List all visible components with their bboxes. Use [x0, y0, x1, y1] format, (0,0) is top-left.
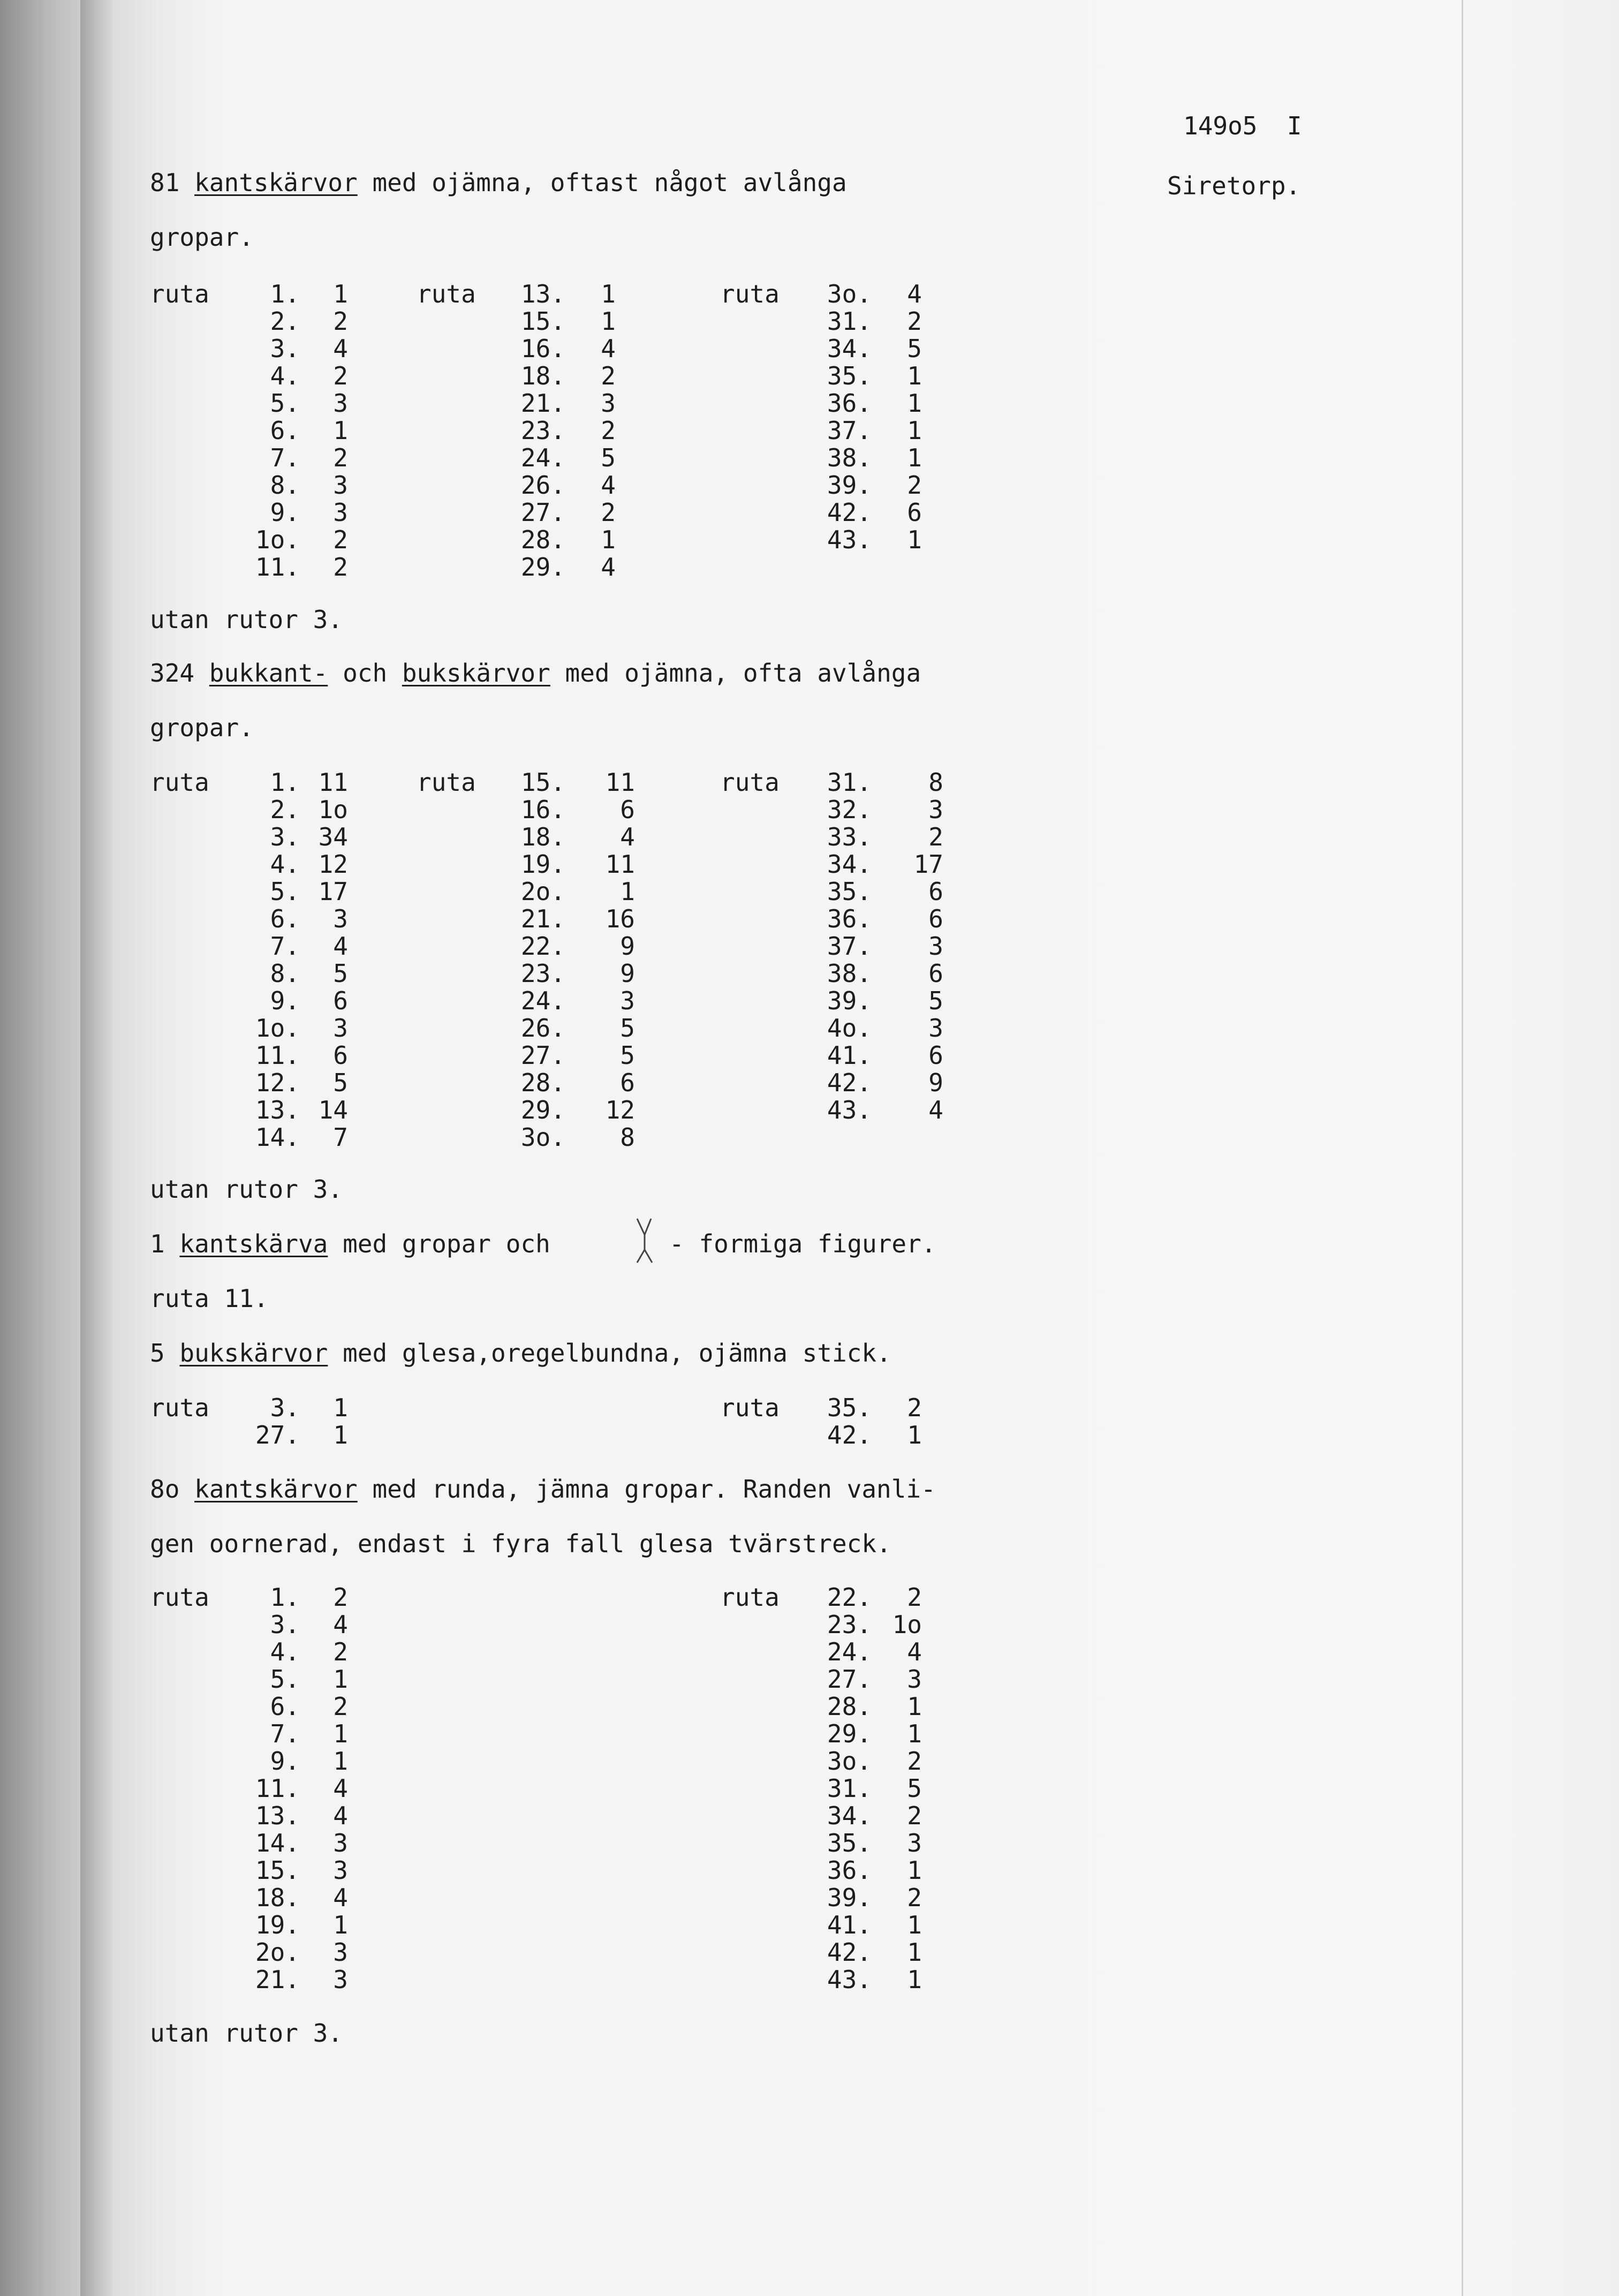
- ruta-number: 34.: [827, 334, 872, 363]
- section4-term: bukskärvor: [179, 1339, 328, 1368]
- sherd-count: 2: [907, 471, 922, 500]
- sherd-count: 1: [907, 443, 922, 472]
- sherd-count: 1: [333, 1665, 348, 1694]
- page-fold-line: [1462, 0, 1463, 2296]
- sherd-count: 3: [333, 1938, 348, 1967]
- sherd-count: 4: [601, 471, 616, 500]
- ruta-number: 24.: [520, 986, 565, 1015]
- sherd-count: 2: [907, 1883, 922, 1912]
- ruta-number: 16.: [520, 795, 565, 824]
- sherd-count: 1: [907, 1910, 922, 1939]
- ruta-number: 33.: [827, 822, 872, 851]
- sherd-count: 12: [318, 850, 348, 879]
- section2-ruta-label-1: ruta: [150, 768, 209, 797]
- section5-heading: [150, 1476, 936, 1502]
- ruta-number: 43.: [827, 1096, 872, 1124]
- sherd-count: 5: [928, 986, 943, 1015]
- sherd-count: 4: [928, 1096, 943, 1124]
- sherd-count: 1: [907, 1965, 922, 1994]
- ruta-number: 42.: [827, 1421, 872, 1449]
- ruta-number: 36.: [827, 904, 872, 933]
- ruta-number: 21.: [520, 389, 565, 418]
- section5-count: 8o: [150, 1475, 180, 1504]
- section1-term: kantskärvor: [194, 168, 358, 197]
- sherd-count: 8: [620, 1123, 635, 1152]
- sherd-count: 4: [601, 334, 616, 363]
- ruta-number: 11.: [255, 1041, 300, 1070]
- sherd-count: 2: [333, 443, 348, 472]
- ruta-number: 4.: [270, 1637, 300, 1666]
- sherd-count: 17: [318, 877, 348, 906]
- sherd-count: 4: [333, 1774, 348, 1803]
- ruta-number: 37.: [827, 932, 872, 961]
- sherd-count: 1: [907, 361, 922, 390]
- sherd-count: 2: [928, 822, 943, 851]
- ruta-number: 39.: [827, 471, 872, 500]
- ruta-number: 3o.: [827, 280, 872, 308]
- ruta-number: 13.: [255, 1801, 300, 1830]
- ruta-number: 2o.: [255, 1938, 300, 1967]
- sherd-count: 3: [620, 986, 635, 1015]
- ruta-number: 22.: [520, 932, 565, 961]
- sherd-count: 9: [620, 932, 635, 961]
- ruta-number: 31.: [827, 1774, 872, 1803]
- sherd-count: 2: [333, 361, 348, 390]
- sherd-count: 5: [333, 1068, 348, 1097]
- sherd-count: 2: [601, 416, 616, 445]
- ruta-number: 29.: [827, 1719, 872, 1748]
- sherd-count: 3: [907, 1829, 922, 1857]
- ruta-number: 23.: [827, 1610, 872, 1639]
- ruta-number: 11.: [255, 553, 300, 581]
- sherd-count: 8: [928, 768, 943, 797]
- section2-term1: bukkant-: [209, 659, 328, 688]
- ruta-number: 14.: [255, 1829, 300, 1857]
- sherd-count: 6: [620, 795, 635, 824]
- sherd-count: 1: [601, 280, 616, 308]
- section4-ruta-label-3: ruta: [720, 1393, 780, 1422]
- section5-term: kantskärvor: [194, 1475, 358, 1504]
- sherd-count: 5: [620, 1041, 635, 1070]
- sherd-count: 4: [333, 1610, 348, 1639]
- sherd-count: 5: [620, 1014, 635, 1043]
- sherd-count: 2: [601, 498, 616, 527]
- sherd-count: 1: [333, 1719, 348, 1748]
- ruta-number: 36.: [827, 1856, 872, 1885]
- sherd-count: 1: [620, 877, 635, 906]
- section4-count: 5: [150, 1339, 165, 1368]
- ruta-number: 38.: [827, 959, 872, 988]
- sherd-count: 6: [928, 877, 943, 906]
- ruta-number: 21.: [520, 904, 565, 933]
- ruta-number: 6.: [270, 1692, 300, 1721]
- ruta-number: 4.: [270, 850, 300, 879]
- sherd-count: 2: [333, 553, 348, 581]
- sherd-count: 34: [318, 822, 348, 851]
- ruta-number: 35.: [827, 1829, 872, 1857]
- sherd-count: 3: [333, 1856, 348, 1885]
- sherd-count: 4: [333, 1883, 348, 1912]
- ruta-number: 7.: [270, 443, 300, 472]
- ruta-number: 2o.: [520, 877, 565, 906]
- ruta-number: 24.: [520, 443, 565, 472]
- ruta-number: 1.: [270, 280, 300, 308]
- ruta-number: 1.: [270, 1583, 300, 1612]
- ruta-number: 1o.: [255, 1014, 300, 1043]
- sherd-count: 2: [907, 1747, 922, 1776]
- ruta-number: 8.: [270, 471, 300, 500]
- sherd-count: 2: [333, 1583, 348, 1612]
- ruta-number: 23.: [520, 416, 565, 445]
- section2-ruta-label-3: ruta: [720, 768, 780, 797]
- ruta-number: 3.: [270, 1610, 300, 1639]
- section1-ruta-label-1: ruta: [150, 280, 209, 308]
- sherd-count: 2: [333, 1637, 348, 1666]
- sherd-count: 17: [913, 850, 943, 879]
- ruta-number: 28.: [520, 1068, 565, 1097]
- ruta-number: 24.: [827, 1637, 872, 1666]
- ruta-number: 2.: [270, 795, 300, 824]
- sherd-count: 5: [907, 334, 922, 363]
- sherd-count: 2: [333, 307, 348, 336]
- sherd-count: 1: [907, 1856, 922, 1885]
- sherd-count: 1: [333, 1393, 348, 1422]
- section3-text-a: med gropar och: [343, 1229, 550, 1258]
- ruta-number: 18.: [520, 822, 565, 851]
- ruta-number: 9.: [270, 1747, 300, 1776]
- ruta-number: 6.: [270, 904, 300, 933]
- ruta-number: 18.: [520, 361, 565, 390]
- sherd-count: 3: [333, 1014, 348, 1043]
- sherd-count: 3: [333, 389, 348, 418]
- section2-count: 324: [150, 659, 195, 688]
- sherd-count: 1o: [318, 795, 348, 824]
- ruta-number: 32.: [827, 795, 872, 824]
- sherd-count: 6: [928, 904, 943, 933]
- sherd-count: 1: [907, 1421, 922, 1449]
- x-shaped-figure-glyph: [630, 1217, 660, 1265]
- section5-footer: utan rutor 3.: [150, 2019, 343, 2048]
- ruta-number: 42.: [827, 1068, 872, 1097]
- section3-heading: [150, 1230, 550, 1257]
- sherd-count: 1: [907, 416, 922, 445]
- ruta-number: 34.: [827, 1801, 872, 1830]
- ruta-number: 16.: [520, 334, 565, 363]
- sherd-count: 5: [333, 959, 348, 988]
- sherd-count: 3: [928, 795, 943, 824]
- sherd-count: 2: [907, 1801, 922, 1830]
- ruta-number: 27.: [520, 498, 565, 527]
- sherd-count: 11: [318, 768, 348, 797]
- ruta-number: 41.: [827, 1910, 872, 1939]
- sherd-count: 3: [928, 1014, 943, 1043]
- sherd-count: 1: [333, 1910, 348, 1939]
- sherd-count: 4: [907, 1637, 922, 1666]
- ruta-number: 27.: [827, 1665, 872, 1694]
- sherd-count: 3: [907, 1665, 922, 1694]
- ruta-number: 3.: [270, 822, 300, 851]
- section2-heading: [150, 660, 921, 686]
- sherd-count: 2: [907, 1583, 922, 1612]
- sherd-count: 3: [333, 904, 348, 933]
- sherd-count: 1: [333, 1747, 348, 1776]
- ruta-number: 19.: [255, 1910, 300, 1939]
- sherd-count: 9: [928, 1068, 943, 1097]
- ruta-number: 31.: [827, 768, 872, 797]
- section1-ruta-label-3: ruta: [720, 280, 780, 308]
- ruta-number: 27.: [255, 1421, 300, 1449]
- sherd-count: 3: [333, 498, 348, 527]
- section5-ruta-label-1: ruta: [150, 1583, 209, 1612]
- ruta-number: 43.: [827, 1965, 872, 1994]
- section3-term: kantskärva: [179, 1229, 328, 1258]
- section2-footer: utan rutor 3.: [150, 1175, 343, 1204]
- sherd-count: 1: [601, 525, 616, 554]
- section2-description: med ojämna, ofta avlånga: [565, 659, 921, 688]
- section2-conjunction: och: [343, 659, 388, 688]
- ruta-number: 35.: [827, 361, 872, 390]
- sherd-count: 1: [601, 307, 616, 336]
- ruta-number: 13.: [520, 280, 565, 308]
- sherd-count: 1: [333, 1421, 348, 1449]
- ruta-number: 7.: [270, 1719, 300, 1748]
- sherd-count: 4: [333, 334, 348, 363]
- ruta-number: 18.: [255, 1883, 300, 1912]
- section2-term2: bukskärvor: [402, 659, 550, 688]
- sherd-count: 1: [907, 525, 922, 554]
- ruta-number: 36.: [827, 389, 872, 418]
- sherd-count: 6: [333, 986, 348, 1015]
- ruta-number: 42.: [827, 1938, 872, 1967]
- sherd-count: 2: [333, 1692, 348, 1721]
- ruta-number: 35.: [827, 877, 872, 906]
- sherd-count: 2: [907, 307, 922, 336]
- ruta-number: 43.: [827, 525, 872, 554]
- section1-count: 81: [150, 168, 180, 197]
- ruta-number: 7.: [270, 932, 300, 961]
- section1-ruta-label-2: ruta: [417, 280, 476, 308]
- ruta-number: 23.: [520, 959, 565, 988]
- ruta-number: 42.: [827, 498, 872, 527]
- ruta-number: 3.: [270, 1393, 300, 1422]
- sherd-count: 3: [928, 932, 943, 961]
- ruta-number: 28.: [827, 1692, 872, 1721]
- ruta-number: 1o.: [255, 525, 300, 554]
- section3-count: 1: [150, 1229, 165, 1258]
- section4-description: med glesa,oregelbundna, ojämna stick.: [343, 1339, 891, 1368]
- ruta-number: 14.: [255, 1123, 300, 1152]
- ruta-number: 19.: [520, 850, 565, 879]
- sherd-count: 2: [601, 361, 616, 390]
- ruta-number: 26.: [520, 1014, 565, 1043]
- ruta-number: 22.: [827, 1583, 872, 1612]
- sherd-count: 3: [601, 389, 616, 418]
- sherd-count: 3: [333, 1965, 348, 1994]
- ruta-number: 34.: [827, 850, 872, 879]
- ruta-number: 39.: [827, 986, 872, 1015]
- sherd-count: 3: [333, 471, 348, 500]
- ruta-number: 4.: [270, 361, 300, 390]
- section5-description: med runda, jämna gropar. Randen vanli-: [372, 1475, 936, 1504]
- sherd-count: 2: [333, 525, 348, 554]
- section3-ruta-line: ruta 11.: [150, 1284, 269, 1313]
- sherd-count: 11: [605, 768, 635, 797]
- sherd-count: 4: [601, 553, 616, 581]
- ruta-number: 5.: [270, 877, 300, 906]
- section1-footer: utan rutor 3.: [150, 605, 343, 634]
- section1-heading: [150, 169, 847, 196]
- section4-ruta-label-1: ruta: [150, 1393, 209, 1422]
- site-name: Siretorp.: [1167, 171, 1301, 200]
- sherd-count: 6: [620, 1068, 635, 1097]
- section5-ruta-label-3: ruta: [720, 1583, 780, 1612]
- section3-text-b: - formiga figurer.: [669, 1229, 936, 1258]
- sherd-count: 9: [620, 959, 635, 988]
- sherd-count: 4: [620, 822, 635, 851]
- sherd-count: 11: [605, 850, 635, 879]
- sherd-count: 1: [333, 280, 348, 308]
- sherd-count: 2: [907, 1393, 922, 1422]
- section1-heading-line2: gropar.: [150, 223, 254, 252]
- sherd-count: 5: [601, 443, 616, 472]
- ruta-number: 3o.: [827, 1747, 872, 1776]
- sherd-count: 1: [333, 416, 348, 445]
- section2-heading-line2: gropar.: [150, 713, 254, 742]
- sherd-count: 6: [928, 1041, 943, 1070]
- sherd-count: 14: [318, 1096, 348, 1124]
- ruta-number: 5.: [270, 389, 300, 418]
- ruta-number: 29.: [520, 553, 565, 581]
- sherd-count: 7: [333, 1123, 348, 1152]
- sherd-count: 12: [605, 1096, 635, 1124]
- ruta-number: 15.: [520, 307, 565, 336]
- section2-ruta-label-2: ruta: [417, 768, 476, 797]
- ruta-number: 4o.: [827, 1014, 872, 1043]
- sherd-count: 4: [333, 1801, 348, 1830]
- sherd-count: 1o: [892, 1610, 922, 1639]
- ruta-number: 37.: [827, 416, 872, 445]
- ruta-number: 15.: [255, 1856, 300, 1885]
- ruta-number: 38.: [827, 443, 872, 472]
- sherd-count: 1: [907, 1719, 922, 1748]
- ruta-number: 26.: [520, 471, 565, 500]
- ruta-number: 39.: [827, 1883, 872, 1912]
- ruta-number: 9.: [270, 498, 300, 527]
- ruta-number: 27.: [520, 1041, 565, 1070]
- ruta-number: 11.: [255, 1774, 300, 1803]
- ruta-number: 28.: [520, 525, 565, 554]
- ruta-number: 31.: [827, 307, 872, 336]
- ruta-number: 8.: [270, 959, 300, 988]
- sherd-count: 1: [907, 1938, 922, 1967]
- ruta-number: 35.: [827, 1393, 872, 1422]
- sherd-count: 6: [907, 498, 922, 527]
- section1-description: med ojämna, oftast något avlånga: [372, 168, 847, 197]
- sherd-count: 1: [907, 1692, 922, 1721]
- binding-shadow: [80, 0, 112, 2296]
- ruta-number: 3.: [270, 334, 300, 363]
- document-number: 149o5 I: [1183, 111, 1302, 140]
- sherd-count: 1: [907, 389, 922, 418]
- sherd-count: 5: [907, 1774, 922, 1803]
- sherd-count: 6: [928, 959, 943, 988]
- ruta-number: 6.: [270, 416, 300, 445]
- ruta-number: 41.: [827, 1041, 872, 1070]
- section5-heading-line2: gen oornerad, endast i fyra fall glesa tvärstreck.: [150, 1529, 891, 1558]
- ruta-number: 29.: [520, 1096, 565, 1124]
- ruta-number: 3o.: [520, 1123, 565, 1152]
- ruta-number: 13.: [255, 1096, 300, 1124]
- sherd-count: 4: [333, 932, 348, 961]
- ruta-number: 5.: [270, 1665, 300, 1694]
- ruta-number: 1.: [270, 768, 300, 797]
- ruta-number: 21.: [255, 1965, 300, 1994]
- sherd-count: 3: [333, 1829, 348, 1857]
- sherd-count: 4: [907, 280, 922, 308]
- ruta-number: 9.: [270, 986, 300, 1015]
- section4-heading: [150, 1340, 891, 1366]
- ruta-number: 2.: [270, 307, 300, 336]
- sherd-count: 16: [605, 904, 635, 933]
- ruta-number: 12.: [255, 1068, 300, 1097]
- sherd-count: 6: [333, 1041, 348, 1070]
- ruta-number: 15.: [520, 768, 565, 797]
